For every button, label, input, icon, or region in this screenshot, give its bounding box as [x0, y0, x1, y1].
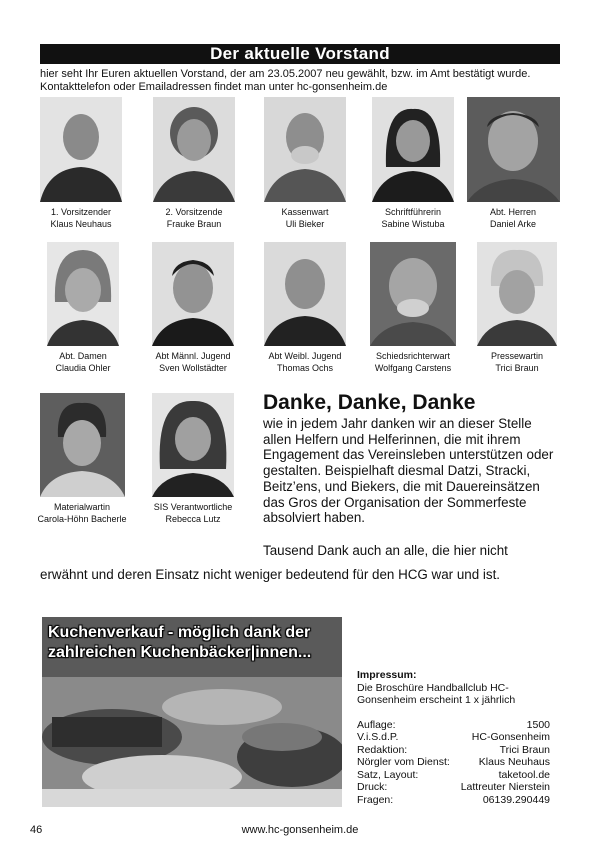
member-name: Rebecca Lutz	[165, 513, 221, 524]
member-caption	[358, 207, 468, 230]
member-name: Sabine Wistuba	[381, 218, 445, 229]
member-name: Thomas Ochs	[276, 362, 334, 373]
member-role: SIS Verantwortliche	[153, 502, 233, 512]
member-name: Sven Wollstädter	[159, 362, 227, 373]
portrait-photo	[467, 97, 560, 202]
member-role: Schiedsrichterwart	[375, 351, 451, 361]
portrait-photo	[152, 242, 234, 346]
impressum-row	[357, 794, 550, 807]
impressum-row	[357, 744, 550, 757]
member-role: Abt Weibl. Jugend	[268, 351, 342, 361]
impressum-value: Lattreuter Nierstein	[460, 781, 550, 793]
member-role: 1. Vorsitzender	[50, 207, 112, 217]
impressum-row	[357, 756, 550, 769]
impressum-label: Nörgler vom Dienst:	[357, 756, 450, 768]
member-name: Wolfgang Carstens	[374, 362, 452, 373]
portrait-photo	[372, 97, 454, 202]
impressum-value: taketool.de	[498, 768, 550, 781]
member-caption	[27, 502, 137, 525]
impressum-box	[357, 669, 550, 806]
cake-sale-photo	[42, 617, 342, 807]
member-role: Schriftführerin	[384, 207, 442, 217]
portrait-photo	[264, 242, 346, 346]
impressum-label: Fragen:	[357, 793, 394, 806]
impressum-row	[357, 731, 550, 744]
impressum-value: Klaus Neuhaus	[478, 756, 550, 768]
member-caption	[28, 351, 138, 374]
member-role: Abt. Damen	[59, 351, 107, 361]
impressum-label: V.i.S.d.P.	[357, 731, 399, 743]
impressum-label: Satz, Layout:	[357, 768, 419, 781]
impressum-label: Auflage:	[357, 718, 396, 731]
portrait-photo	[152, 393, 234, 497]
impressum-value: HC-Gonsenheim	[471, 731, 550, 743]
thanks-body: wie in jedem Jahr danken wir an dieser Stelle allen Helfern und Helferinnen, die mit ihrem Engagement das Vereinsleben unterstützen oder gestalten. Beispielhaft diesmal Datzi, Stracki, Beitz’ens, und Biekers, die mit Dauereinsätzen das Gros der Organisation der Sommerfeste absolviert haben.	[263, 416, 554, 526]
member-caption	[138, 351, 248, 374]
portrait-photo	[370, 242, 456, 346]
member-role: Abt Männl. Jugend	[155, 351, 231, 361]
thanks-closing-start: Tausend Dank auch an alle, die hier nicht	[263, 543, 508, 558]
cake-photo-caption: Kuchenverkauf - möglich dank der zahlreichen Kuchenbäcker|innen...	[48, 624, 312, 661]
member-name: Claudia Ohler	[55, 362, 111, 373]
member-role: Abt. Herren	[489, 207, 537, 217]
member-caption	[139, 207, 249, 230]
portrait-photo	[47, 242, 119, 346]
impressum-label: Druck:	[357, 781, 388, 793]
portrait-photo	[264, 97, 346, 202]
member-role: Kassenwart	[281, 207, 329, 217]
portrait-photo	[153, 97, 235, 202]
member-caption	[462, 351, 572, 374]
member-role: Pressewartin	[490, 351, 544, 361]
member-name: Carola-Höhn Bacherle	[37, 513, 127, 524]
page-number: 46	[30, 824, 43, 836]
member-caption	[358, 351, 468, 374]
thanks-closing-end: erwähnt und deren Einsatz nicht weniger bedeutend für den HCG war und ist.	[40, 567, 501, 582]
portrait-photo	[477, 242, 557, 346]
impressum-row	[357, 719, 550, 732]
member-role: Materialwartin	[53, 502, 111, 512]
impressum-value: Trici Braun	[499, 743, 550, 756]
member-name: Uli Bieker	[285, 218, 325, 229]
member-name: Daniel Arke	[489, 218, 537, 229]
intro-text: hier seht Ihr Euren aktuellen Vorstand, der am 23.05.2007 neu gewählt, bzw. im Amt bestätigt wurde. Kontakttelefon oder Emailadressen findet man unter hc-gonsenheim.de	[40, 68, 531, 93]
impressum-value: 06139.290449	[482, 793, 550, 806]
impressum-label: Redaktion:	[357, 743, 408, 756]
impressum-row	[357, 781, 550, 794]
portrait-photo	[40, 97, 122, 202]
impressum-row	[357, 769, 550, 782]
thanks-heading: Danke, Danke, Danke	[263, 391, 476, 414]
member-name: Klaus Neuhaus	[50, 218, 112, 229]
impressum-title: Impressum:	[357, 669, 417, 681]
impressum-value: 1500	[526, 718, 550, 731]
member-caption	[458, 207, 568, 230]
member-caption	[138, 502, 248, 525]
member-name: Frauke Braun	[166, 218, 222, 229]
impressum-intro: Die Broschüre Handballclub HC-Gonsenheim erscheint 1 x jährlich	[357, 681, 516, 706]
member-caption	[26, 207, 136, 230]
member-name: Trici Braun	[495, 362, 539, 373]
member-role: 2. Vorsitzende	[165, 207, 223, 217]
section-title: Der aktuelle Vorstand	[40, 44, 560, 64]
member-caption	[250, 207, 360, 230]
footer-website: www.hc-gonsenheim.de	[241, 824, 359, 836]
member-caption	[250, 351, 360, 374]
portrait-photo	[40, 393, 125, 497]
